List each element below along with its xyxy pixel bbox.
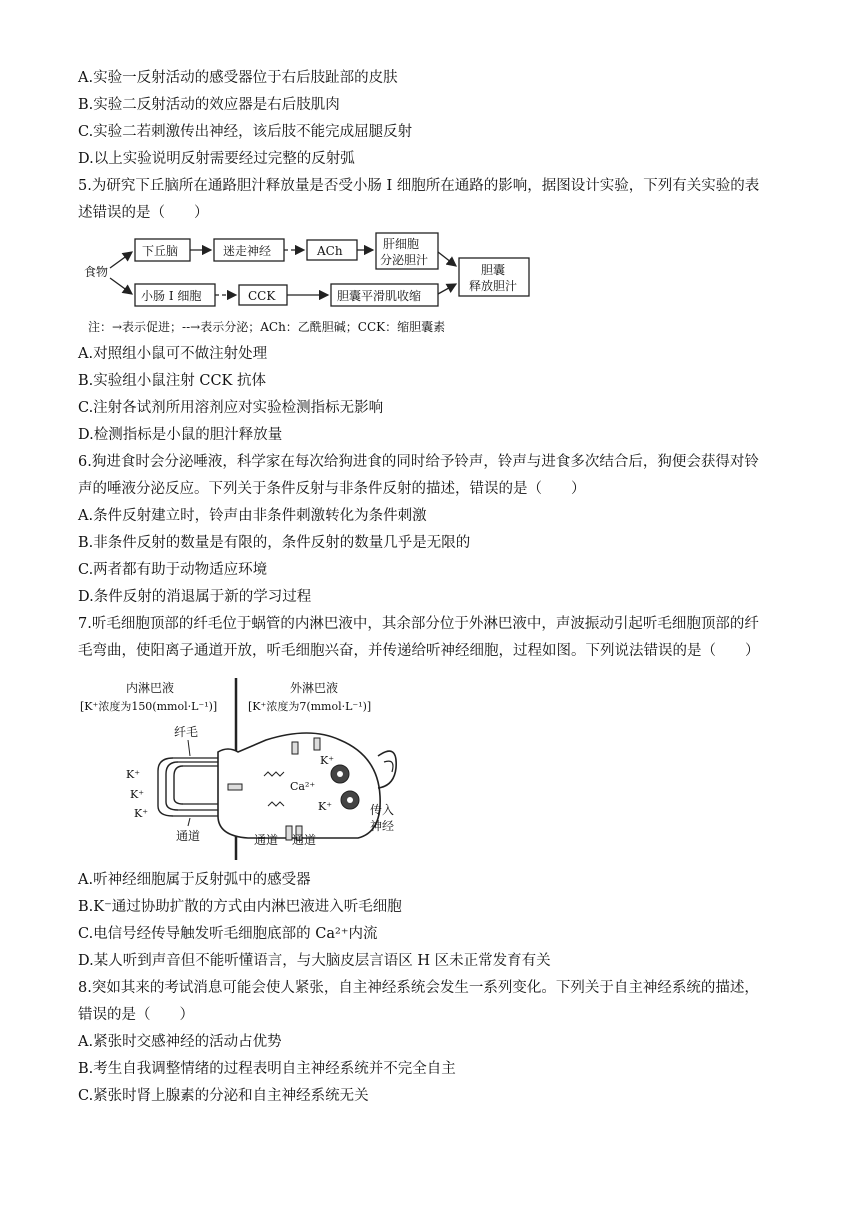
gallbladder-label-1: 胆囊 — [481, 263, 506, 277]
q8-option-a: A.紧张时交感神经的活动占优势 — [78, 1034, 282, 1050]
q7-stem-line1: 7.听毛细胞顶部的纤毛位于蜗管的内淋巴液中，其余部分位于外淋巴液中，声波振动引起听毛细胞顶部的纤 — [78, 616, 759, 632]
outer-lymph-label: 外淋巴液 — [290, 681, 339, 695]
q6-stem-line1: 6.狗进食时会分泌唾液，科学家在每次给狗进食的同时给予铃声，铃声与进食多次结合后，狗便会获得对铃 — [78, 454, 759, 470]
q6-option-c: C.两者都有助于动物适应环境 — [78, 562, 268, 578]
cilia-label: 纤毛 — [174, 725, 199, 739]
q4-option-d: D.以上实验说明反射需要经过完整的反射弧 — [78, 151, 355, 167]
afferent-label-2: 神经 — [370, 819, 395, 833]
channel-label-2: 通道 — [254, 833, 279, 847]
ach-label: ACh — [317, 244, 343, 258]
q7-stem-line2: 毛弯曲，使阳离子通道开放，听毛细胞兴奋，并传递给听神经细胞，过程如图。下列说法错误的是（ ） — [78, 643, 760, 659]
q5-option-c: C.注射各试剂所用溶剂应对实验检测指标无影响 — [78, 400, 384, 416]
q5-stem-line2: 述错误的是（ ） — [78, 205, 209, 221]
q5-diagram-note: 注：→表示促进；--→表示分泌；ACh：乙酰胆碱；CCK：缩胆囊素 — [88, 320, 446, 334]
i-cell-label: 小肠 I 细胞 — [141, 289, 202, 303]
liver-label-2: 分泌胆汁 — [380, 253, 429, 267]
vagus-label: 迷走神经 — [223, 244, 272, 258]
q7-option-c: C.电信号经传导触发听毛细胞底部的 Ca²⁺内流 — [78, 926, 378, 942]
outer-conc-label: [K⁺浓度为7(mmol·L⁻¹)] — [248, 700, 372, 713]
cck-label: CCK — [248, 289, 276, 303]
q6-stem-line2: 声的唾液分泌反应。下列关于条件反射与非条件反射的描述，错误的是（ ） — [78, 481, 586, 497]
q8-stem-line2: 错误的是（ ） — [78, 1007, 194, 1023]
k-ion-label-3: K⁺ — [134, 807, 149, 820]
k-ion-label-4: K⁺ — [320, 754, 335, 767]
q5-food-label: 食物 — [84, 265, 109, 279]
q6-option-d: D.条件反射的消退属于新的学习过程 — [78, 589, 312, 605]
inner-lymph-label: 内淋巴液 — [126, 681, 175, 695]
afferent-label-1: 传入 — [370, 803, 395, 817]
q5-option-a: A.对照组小鼠可不做注射处理 — [78, 346, 268, 362]
q6-option-a: A.条件反射建立时，铃声由非条件刺激转化为条件刺激 — [78, 508, 427, 524]
q6-option-b: B.非条件反射的数量是有限的，条件反射的数量几乎是无限的 — [78, 535, 471, 551]
q8-stem-line1: 8.突如其来的考试消息可能会使人紧张，自主神经系统会发生一系列变化。下列关于自主神经系统的描述， — [78, 980, 759, 996]
q4-option-c: C.实验二若刺激传出神经，该后肢不能完成屈腿反射 — [78, 124, 413, 140]
k-ion-label-2: K⁺ — [130, 788, 145, 801]
q8-option-b: B.考生自我调整情绪的过程表明自主神经系统并不完全自主 — [78, 1061, 456, 1077]
q4-option-a: A.实验一反射活动的感受器位于右后肢趾部的皮肤 — [78, 70, 398, 86]
q7-hair-cell-diagram — [78, 676, 408, 862]
liver-label-1: 肝细胞 — [383, 237, 420, 251]
q5-option-b: B.实验组小鼠注射 CCK 抗体 — [78, 373, 267, 389]
k-ion-label-1: K⁺ — [126, 768, 141, 781]
gallbladder-muscle-label: 胆囊平滑肌收缩 — [337, 289, 422, 303]
q8-option-c: C.紧张时肾上腺素的分泌和自主神经系统无关 — [78, 1088, 369, 1104]
q5-option-d: D.检测指标是小鼠的胆汁释放量 — [78, 427, 283, 443]
gallbladder-label-2: 释放胆汁 — [469, 279, 518, 293]
k-ion-label-5: K⁺ — [318, 800, 333, 813]
q5-stem-line1: 5.为研究下丘脑所在通路胆汁释放量是否受小肠 I 细胞所在通路的影响，据图设计实验，下列有关实验的表 — [78, 178, 760, 194]
q7-option-b: B.K⁻通过协助扩散的方式由内淋巴液进入听毛细胞 — [78, 899, 402, 915]
q4-option-b: B.实验二反射活动的效应器是右后肢肌肉 — [78, 97, 340, 113]
hypothalamus-label: 下丘脑 — [142, 244, 179, 258]
channel-label-1: 通道 — [176, 829, 201, 843]
inner-conc-label: [K⁺浓度为150(mmol·L⁻¹)] — [80, 700, 218, 713]
q7-option-a: A.听神经细胞属于反射弧中的感受器 — [78, 872, 311, 888]
ca-ion-label: Ca²⁺ — [290, 780, 316, 793]
q7-option-d: D.某人听到声音但不能听懂语言，与大脑皮层言语区 H 区未正常发育有关 — [78, 953, 551, 969]
q5-diagram — [78, 232, 538, 316]
channel-label-3: 通道 — [292, 833, 317, 847]
